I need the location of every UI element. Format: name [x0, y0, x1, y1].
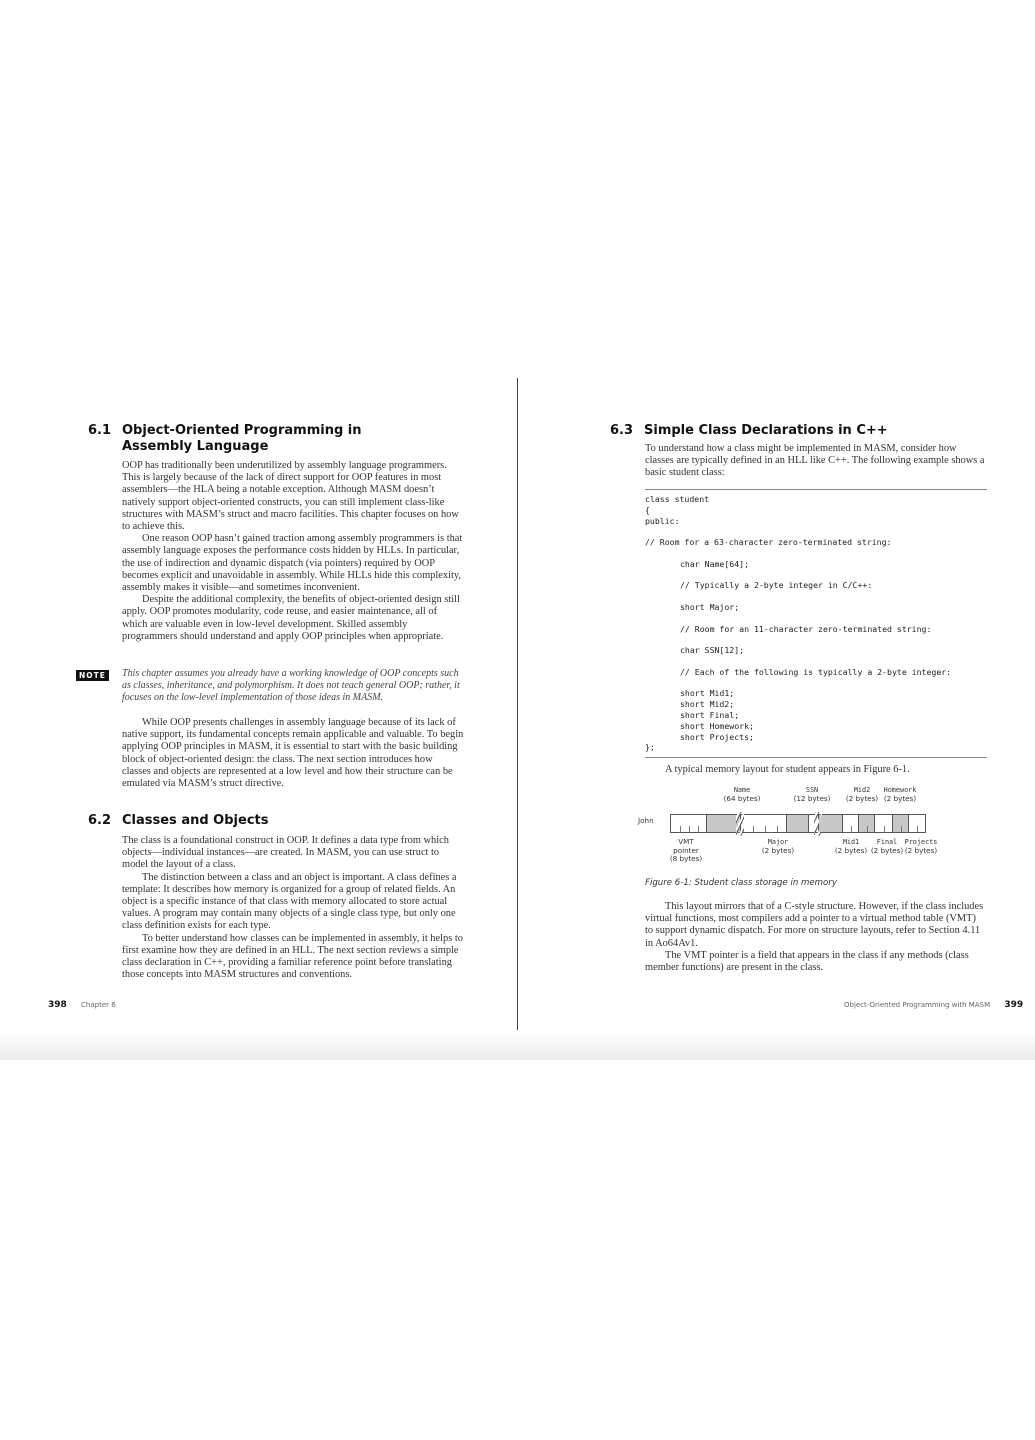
homework-segment	[893, 815, 909, 832]
note-badge: NOTE	[76, 670, 109, 681]
final-label: Final (2 bytes)	[870, 838, 904, 855]
paragraph: OOP has traditionally been underutilized by assembly language programmers. This is largely because of the lack of direct support for OOP features in most assemblers—the HLA being a notable exception. Although MASM doesn’t natively support object-oriented constructs, you can still implement class-like structures with MASM’s struct and macro facilities. This chapter focuses on how to achieve this.	[122, 460, 459, 533]
section-6-1-body	[122, 460, 464, 643]
mid2-label: Mid2 (2 bytes)	[845, 786, 879, 803]
code-line: // Each of the following is typically a 2-byte integer:	[680, 666, 952, 677]
code-line	[645, 656, 987, 667]
vmt-label: VMT pointer (8 bytes)	[669, 837, 703, 864]
homework-label: Homework (2 bytes)	[883, 786, 917, 803]
paragraph: The class is a foundational construct in OOP. It defines a data type from which objects—individual instances—are created. In MASM, you can use struct to model the layout of a class.	[122, 835, 449, 871]
ssn-segment-tail	[819, 815, 843, 832]
name-segment-tail	[741, 815, 787, 832]
name-segment	[707, 815, 741, 832]
mid1-segment	[843, 815, 859, 832]
code-line: // Room for an 11-character zero-terminated string:	[680, 623, 932, 634]
page-number: 398	[48, 1000, 67, 1010]
page-number: 399	[1004, 1000, 1024, 1010]
section-6-1-heading	[88, 423, 362, 455]
name-label: Name (64 bytes)	[723, 786, 761, 803]
code-line: // Room for a 63-character zero-terminated string:	[645, 537, 892, 548]
paragraph: While OOP presents challenges in assembly language because of its lack of native support, its fundamental concepts remain applicable and valuable. To begin applying OOP principles in MASM, it is essential to start with the basic building block of object-oriented design: the class. The next section introduces how classes and objects are represented at a low level and how their structure can be emulated via MASM’s struct directive.	[122, 717, 464, 790]
code-line	[645, 526, 987, 537]
figure-caption: Figure 6-1: Student class storage in memory	[645, 878, 837, 888]
code-line	[645, 548, 987, 559]
section-title: Simple Class Declarations in C++	[644, 423, 888, 438]
code-line: short Homework;	[680, 720, 754, 731]
major-segment	[787, 815, 809, 832]
mid1-label: Mid1 (2 bytes)	[834, 838, 868, 855]
section-title: Object-Oriented Programming in Assembly Language	[122, 423, 362, 454]
paragraph: The distinction between a class and an object is important. A class defines a template: It describes how memory is organized for a group of related fields. An object is a specific instance of that class with memory allocated to store actual values. A program may contain many objects of a single class type, but only one class definition exists for each type.	[122, 871, 457, 932]
row-label: John	[638, 816, 654, 825]
paragraph: This layout mirrors that of a C-style structure. However, if the class includes virtual functions, most compilers add a pointer to a virtual method table (VMT) to support dynamic dispatch. For more on structure layouts, refer to Section 4.11 in Ao64Av1.	[645, 901, 984, 949]
code-line: {	[645, 504, 650, 515]
section-number: 6.2	[88, 813, 112, 828]
spread-shadow	[0, 1030, 1035, 1060]
memory-row	[670, 814, 926, 833]
vmt-segment	[671, 815, 707, 832]
code-line: };	[645, 742, 655, 753]
paragraph: The VMT pointer is a field that appears in the class if any methods (class member functions) are present in the class.	[645, 949, 969, 974]
paragraph: A typical memory layout for student appears in Figure 6-1.	[665, 764, 910, 775]
mid2-segment	[859, 815, 875, 832]
code-line	[645, 678, 987, 689]
code-line	[645, 570, 987, 581]
page-divider	[517, 378, 518, 1060]
memory-layout-diagram	[638, 786, 938, 876]
code-line: class student	[645, 494, 710, 504]
section-title: Classes and Objects	[122, 813, 269, 828]
left-footer	[48, 1000, 116, 1010]
code-line	[645, 613, 987, 624]
closing-body	[645, 901, 985, 974]
note-text: This chapter assumes you already have a working knowledge of OOP concepts such as classes, inheritance, and polymorphism. It does not teach general OOP; rather, it focuses on the low-level implementation of those ideas in MASM.	[122, 668, 460, 703]
code-line: short Major;	[680, 601, 740, 612]
ssn-segment	[809, 815, 819, 832]
paragraph: Despite the additional complexity, the benefits of object-oriented design still apply. OOP promotes modularity, code reuse, and easier maintenance, all of which are valuable even in low-level development. Skilled assembly programmers should understand and apply OOP principles when appropriate.	[122, 594, 460, 642]
section-6-3-intro	[645, 443, 985, 480]
right-footer	[844, 1000, 1023, 1010]
code-line: short Final;	[680, 709, 740, 720]
paragraph: One reason OOP hasn’t gained traction among assembly programmers is that assembly language exposes the performance costs hidden by HLLs. In particular, the use of indirection and dynamic dispatch (via pointers) required by OOP becomes explicit and unavoidable in assembly. While HLLs hide this complexity, assembly makes it visible—and sometimes inconvenient.	[122, 533, 463, 594]
final-segment	[875, 815, 893, 832]
code-line: short Mid2;	[680, 699, 735, 710]
code-line: public:	[645, 515, 680, 526]
footer-label: Chapter 6	[81, 1001, 116, 1009]
code-line: short Mid1;	[680, 688, 735, 699]
section-6-2-heading	[88, 813, 268, 829]
code-line	[645, 634, 987, 645]
projects-label: Projects (2 bytes)	[904, 838, 938, 855]
code-line: // Typically a 2-byte integer in C/C++:	[680, 580, 873, 591]
after-note-body	[122, 717, 464, 790]
ssn-label: SSN (12 bytes)	[793, 786, 831, 803]
layout-sentence	[645, 764, 985, 776]
section-6-2-body	[122, 835, 464, 981]
code-line: char Name[64];	[680, 558, 750, 569]
projects-segment	[909, 815, 925, 832]
paragraph: To better understand how classes can be implemented in assembly, it helps to first examine how they are defined in an HLL. The next section reviews a simple class declaration in C++, providing a familiar reference point before translating those concepts into MASM structures and conventions.	[122, 932, 463, 981]
paragraph: To understand how a class might be implemented in MASM, consider how classes are typically defined in an HLL like C++. The following example shows a basic student class:	[645, 443, 985, 479]
code-line: short Projects;	[680, 731, 754, 742]
section-6-3-heading	[610, 423, 888, 439]
code-listing	[645, 489, 987, 758]
code-line: char SSN[12];	[680, 645, 745, 656]
code-line	[645, 591, 987, 602]
section-number: 6.1	[88, 423, 112, 438]
footer-label: Object-Oriented Programming with MASM	[844, 1001, 991, 1009]
major-label: Major (2 bytes)	[761, 838, 795, 855]
section-number: 6.3	[610, 423, 634, 438]
